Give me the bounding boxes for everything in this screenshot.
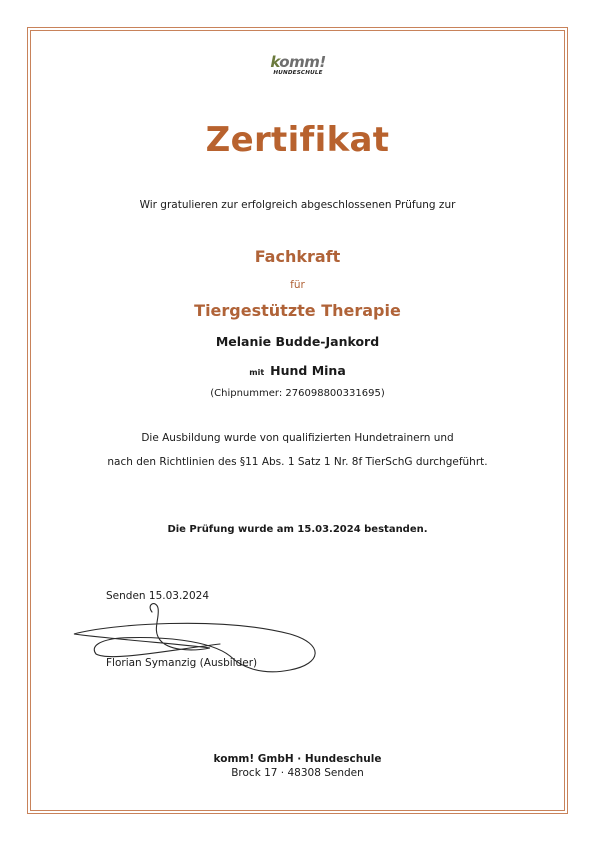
signer-name: Florian Symanzig (Ausbilder) <box>106 657 258 669</box>
training-line-1: Die Ausbildung wurde von qualifizierten Hundetrainern und <box>141 432 454 444</box>
logo-wordmark: komm! <box>270 53 326 71</box>
field-of-study: Tiergestützte Therapie <box>194 301 401 320</box>
place-and-date: Senden 15.03.2024 <box>106 590 210 602</box>
logo-subtitle: HUNDESCHULE <box>273 70 323 76</box>
footer-company: komm! GmbH · Hundeschule <box>213 753 382 765</box>
exam-passed-statement: Die Prüfung wurde am 15.03.2024 bestanden. <box>167 524 428 535</box>
connector-text: für <box>290 279 305 291</box>
training-line-2: nach den Richtlinien des §11 Abs. 1 Satz 1 Nr. 8f TierSchG durchgeführt. <box>107 456 488 468</box>
participant-name: Melanie Budde-Jankord <box>215 334 380 349</box>
dog-name: Hund Mina <box>270 363 346 378</box>
intro-text: Wir gratulieren zur erfolgreich abgeschlossenen Prüfung zur <box>139 199 456 211</box>
with-label: mit <box>249 368 265 377</box>
logo <box>262 54 334 77</box>
chip-number: (Chipnummer: 276098800331695) <box>210 388 385 399</box>
dog-line <box>0 360 595 379</box>
qualification: Fachkraft <box>254 247 341 266</box>
footer-address: Brock 17 · 48308 Senden <box>231 767 364 779</box>
certificate-title: Zertifikat <box>205 120 390 160</box>
